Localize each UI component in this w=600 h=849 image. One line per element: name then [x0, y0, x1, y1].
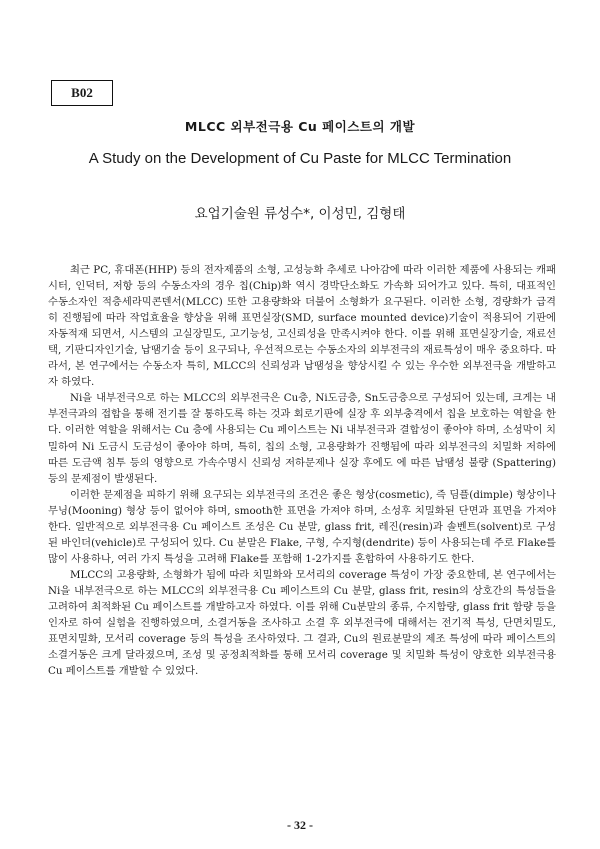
paragraph-2: Ni을 내부전극으로 하는 MLCC의 외부전극은 Cu층, Ni도금층, Sn도금층으로 구성되어 있는데, 크게는 내부전극과의 접합을 통해 전기를 잘 통하도록 하는 것과 회로기판에 실장 후 외부충격에서 칩을 보호하는 역할을 한다. 이러한 역할을 위해서는 Cu 층에 사용되는 Cu 페이스트는 Ni 내부전극과 결합성이 좋아야 하며, 소성막이 치밀하여 Ni 도금시 도금성이 좋아야 하며, 특히, 칩의 소형, 고용량화가 진행됨에 따라 외부전극의 치밀화 저하에 따른 도금액 침투 등의 영향으로 가속수명시 신뢰성 저하문제나 실장 후에도 에 따른 납땜성 불량 (Spattering) 등의 문제점이 발생된다. — [48, 392, 556, 485]
page-number: - 32 - — [287, 818, 313, 832]
paragraph-1: 최근 PC, 휴대폰(HHP) 등의 전자제품의 소형, 고성능화 추세로 나아감에 따라 이러한 제품에 사용되는 캐패시터, 인덕터, 저항 등의 수동소자의 경우 칩(Chip)화 역시 경박단소화도 가속화 되어가고 있다. 특히, 대표적인 수동소자인 적층세라믹콘덴서(MLCC) 또한 고용량화와 더불어 소형화가 요구된다. 이러한 소형, 경량화가 급격히 진행됨에 따라 작업효율을 향상을 위해 표면실장(SMD, surface mounted device)기술이 적용되어 기판에 자동적재 되면서, 시스템의 고실장밀도, 고기능성, 고신뢰성을 만족시켜야 한다. 이를 위해 표면실장기술, 재료선택, 기판디자인기술, 납땜기술 등이 요구되나, 우선적으로는 수동소자의 외부전극의 재료특성이 매우 중요하다. 따라서, 본 연구에서는 수동소자 특히, MLCC의 신뢰성과 납땜성을 향상시킬 수 있는 우수한 외부전극을 개발하고자 하였다. — [48, 264, 556, 389]
paragraph-3: 이러한 문제점을 피하기 위해 요구되는 외부전극의 조건은 좋은 형상(cosmetic), 즉 딤플(dimple) 형상이나 무닝(Mooning) 형상 등이 없어야 하며, smooth한 표면을 가져야 하며, 소성후 치밀화된 단면과 표면을 가져야 한다. 일반적으로 외부전극용 Cu 페이스트 조성은 Cu 분말, glass frit, 레진(resin)과 솔벤트(solvent)로 구성된 바인더(vehicle)로 구성되어 있다. Cu 분말은 Flake, 구형, 수지형(dendrite) 등이 사용되는데 주로 Flake를 많이 사용하나, 여러 가지 특성을 고려해 Flake를 포함해 1-2가지를 혼합하여 사용하기도 한다. — [48, 488, 556, 565]
english-title: A Study on the Development of Cu Paste for MLCC Termination — [88, 150, 512, 167]
paragraph-4: MLCC의 고용량화, 소형화가 됨에 따라 치밀화와 모서리의 coverage 특성이 가장 중요한데, 본 연구에서는 Ni을 내부전극으로 하는 MLCC의 외부전극용 Cu 페이스트의 Cu 분말, glass frit, resin의 상호간의 특성들을 고려하여 최적화된 Cu 페이스트를 개발하고자 하였다. 이를 위해 Cu분말의 종류, 수지함량, glass frit 함량 등을 인자로 하여 실험을 진행하였으며, 소결거동을 조사하고 소결 후 외부전극에 대해서는 전기적 특성, 단면치밀도, 표면치밀화, 모서리 coverage 등의 특성을 조사하였다. 그 결과, Cu의 원료분말의 제조 특성에 따라 페이스트의 소결거동은 크게 달라졌으며, 조성 및 공정최적화를 통해 모서리 coverage 및 치밀화 특성이 양호한 외부전극용 Cu 페이스트를 개발할 수 있었다. — [48, 568, 556, 678]
korean-title: MLCC 외부전극용 Cu 페이스트의 개발 — [184, 119, 416, 134]
abstract-body — [48, 262, 556, 679]
abstract-code-label: B02 — [51, 80, 113, 106]
author-line: 요업기술원 류성수*, 이성민, 김형태 — [194, 206, 406, 222]
